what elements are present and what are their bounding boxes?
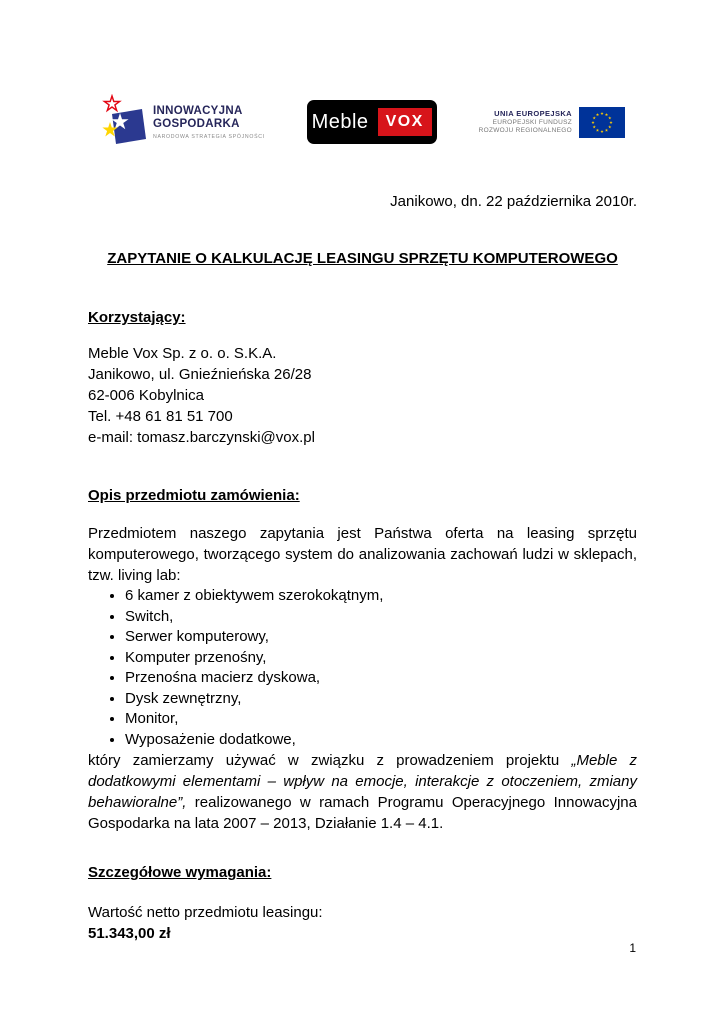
outro-text-normal1: który zamierzamy używać w związku z prowadzeniem projektu — [88, 752, 572, 769]
opis-outro-paragraph — [88, 750, 637, 834]
logo-row — [100, 93, 625, 151]
eu-logo-text — [479, 109, 572, 136]
innowacyjna-gospodarka-logo — [100, 94, 265, 150]
date-line: Janikowo, dn. 22 października 2010r. — [390, 193, 637, 210]
innowacyjna-gospodarka-icon — [100, 94, 146, 150]
innowacyjna-gospodarka-text — [153, 105, 265, 140]
bullet-item: • Switch, — [125, 607, 637, 628]
eu-logo — [479, 107, 625, 138]
bullet-item: • 6 kamer z obiektywem szerokokątnym, — [125, 586, 637, 607]
opis-intro-paragraph: Przedmiotem naszego zapytania jest Państwa oferta na leasing sprzętu komputerowego, tworzącego system do analizowania zachowań ludzi w sklepach, tzw. living lab: — [88, 525, 637, 584]
equipment-bullet-list — [88, 586, 637, 750]
eu-flag-icon — [579, 107, 625, 138]
meble-vox-logo — [307, 100, 437, 144]
section-heading-opis: Opis przedmiotu zamówienia: — [88, 487, 300, 504]
address-line-phone: Tel. +48 61 81 51 700 — [88, 408, 233, 425]
address-line-city: 62-006 Kobylnica — [88, 387, 204, 404]
outro-text-project-title: „Meble z dodatkowymi elementami – wpływ na emocje, interakcje z otoczeniem, zmiany behawioralne”, — [88, 752, 637, 811]
eu-logo-line1: UNIA EUROPEJSKA — [494, 108, 572, 118]
section-heading-wymagania: Szczegółowe wymagania: — [88, 864, 272, 881]
meble-wordmark: Meble — [311, 110, 369, 133]
ig-logo-line2: GOSPODARKA — [153, 117, 240, 130]
bullet-item: • Wyposażenie dodatkowe, — [125, 730, 637, 751]
leasing-value-amount: 51.343,00 zł — [88, 925, 171, 942]
address-line-email: e-mail: tomasz.barczynski@vox.pl — [88, 429, 315, 446]
ig-logo-tagline: NARODOWA STRATEGIA SPÓJNOŚCI — [153, 133, 265, 140]
outro-text-normal2: realizowanego w ramach Programu Operacyjnego Innowacyjna Gospodarka na lata 2007 – 2013, Działanie 1.4 – 4.1. — [88, 794, 637, 832]
vox-wordmark: VOX — [378, 108, 432, 136]
address-line-company: Meble Vox Sp. z o. o. S.K.A. — [88, 345, 277, 362]
eu-logo-line3: ROZWOJU REGIONALNEGO — [478, 127, 572, 134]
bullet-item: • Monitor, — [125, 709, 637, 730]
leasing-value-label: Wartość netto przedmiotu leasingu: — [88, 904, 323, 921]
bullet-item: • Dysk zewnętrzny, — [125, 689, 637, 710]
bullet-item: • Komputer przenośny, — [125, 648, 637, 669]
address-block — [88, 343, 637, 448]
ig-logo-line1: INNOWACYJNA — [153, 104, 243, 117]
document-title: ZAPYTANIE O KALKULACJĘ LEASINGU SPRZĘTU KOMPUTEROWEGO — [107, 250, 618, 267]
page-number: 1 — [629, 941, 636, 955]
eu-logo-line2: EUROPEJSKI FUNDUSZ — [492, 118, 572, 126]
section-heading-korzystajacy: Korzystający: — [88, 309, 186, 326]
bullet-item: • Przenośna macierz dyskowa, — [125, 668, 637, 689]
bullet-item: • Serwer komputerowy, — [125, 627, 637, 648]
address-line-street: Janikowo, ul. Gnieźnieńska 26/28 — [88, 366, 312, 383]
